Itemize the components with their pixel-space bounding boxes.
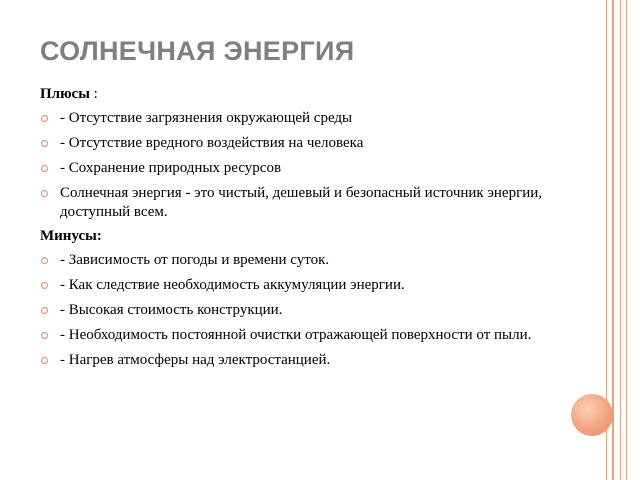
pros-item-text: Солнечная энергия - это чистый, дешевый и безопасный источник энергии, доступный всем.	[60, 185, 543, 220]
cons-item-text: - Как следствие необходимость аккумуляции энергии.	[60, 277, 405, 293]
list-item	[40, 301, 570, 320]
border-line	[620, 0, 621, 480]
pros-list	[40, 109, 570, 222]
slide-content	[40, 86, 570, 376]
decorative-circle-icon	[571, 394, 613, 436]
bullet-icon	[41, 140, 48, 147]
list-item	[40, 351, 570, 370]
bullet-icon	[41, 332, 48, 339]
cons-item-text: - Нагрев атмосферы над электростанцией.	[60, 352, 331, 368]
cons-list	[40, 251, 570, 370]
cons-item-text: - Высокая стоимость конструкции.	[60, 302, 283, 318]
border-line	[612, 0, 614, 480]
list-item	[40, 276, 570, 295]
bullet-icon	[41, 357, 48, 364]
list-item	[40, 109, 570, 128]
pros-heading-colon: :	[89, 86, 98, 102]
list-item	[40, 326, 570, 345]
bullet-icon	[41, 257, 48, 264]
bullet-icon	[41, 282, 48, 289]
cons-heading: Минусы:	[40, 228, 102, 244]
list-item	[40, 184, 570, 222]
bullet-icon	[41, 307, 48, 314]
slide-title: СОЛНЕЧНАЯ ЭНЕРГИЯ	[40, 36, 355, 66]
bullet-icon	[41, 165, 48, 172]
pros-heading-text: Плюсы	[40, 86, 90, 102]
cons-item-text: - Необходимость постоянной очистки отражающей поверхности от пыли.	[60, 327, 532, 343]
pros-heading	[40, 86, 570, 103]
bullet-icon	[41, 190, 48, 197]
pros-item-text: - Отсутствие вредного воздействия на человека	[60, 135, 364, 151]
list-item	[40, 159, 570, 178]
list-item	[40, 134, 570, 153]
pros-item-text: - Отсутствие загрязнения окружающей среды	[60, 110, 353, 126]
pros-item-text: - Сохранение природных ресурсов	[60, 160, 282, 176]
border-line	[626, 0, 627, 480]
cons-item-text: - Зависимость от погоды и времени суток.	[60, 252, 330, 268]
list-item	[40, 251, 570, 270]
bullet-icon	[41, 115, 48, 122]
